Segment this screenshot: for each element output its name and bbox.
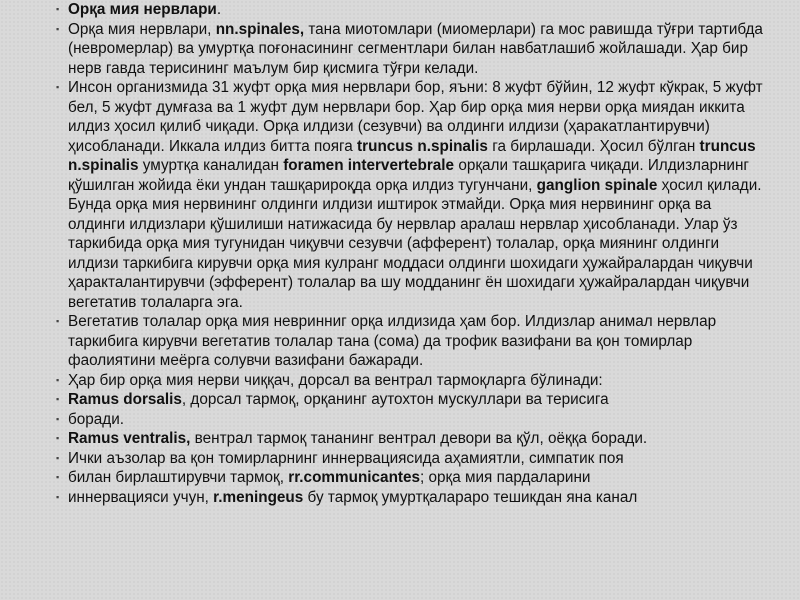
bullet-icon: ▪ [56, 491, 60, 502]
bold-term: nn.spinales, [215, 20, 305, 38]
bullet-text [68, 79, 763, 311]
bullet-item-ramus-ventralis [0, 429, 800, 449]
text-segment: боради. [68, 410, 125, 428]
bullet-icon: ▪ [56, 413, 60, 424]
bullet-icon: ▪ [56, 316, 60, 326]
text-segment: га бирлашади. Ҳосил бўлган [487, 137, 700, 155]
bullet-item-ramus-dorsalis [0, 390, 800, 410]
bullet-text [68, 21, 763, 77]
bold-term: r.meningeus [213, 488, 304, 506]
bold-term: Орқа мия нервлари [68, 1, 217, 18]
bullet-icon: ▪ [56, 4, 60, 14]
bullet-text [68, 1, 221, 18]
bold-term: truncus n.spinalis [357, 137, 488, 155]
bullet-icon: ▪ [56, 23, 60, 34]
bullet-item-communicantes [0, 468, 800, 488]
text-segment: Ҳар бир орқа мия нерви чиққач, дорсал ва вентрал тармоқларга бўлинади: [68, 371, 603, 389]
text-segment: ҳосил қилади. Бунда орқа мия нервининг олдинги илдизи иштирок этмайди. Орқа мия нервининг орқа ва олдинги илдизлари қўшилиши натижасида бу нервлар аралаш нервлар ҳисобланади. Улар ўз таркибида орқа мия тугунидан чиқувчи сезувчи (афферент) толалар, орқа миянинг олдинги илдизи таркибига кирувчи орқа мия кулранг моддаси олдинги шохидаги ҳужайралардан чиқувчи ҳаракталантирувчи (эфферент) толалар ва шу модданинг ён шохидаги ҳужайралардан чиқувчи вегетатив толаларга эга. [68, 176, 762, 311]
bullet-icon: ▪ [56, 82, 60, 92]
text-segment: Ички аъзолар ва қон томирларнинг иннервациясида аҳамиятли, симпатик поя [68, 449, 624, 467]
bullet-text [68, 411, 124, 428]
bullet-item-vegetative [0, 312, 800, 371]
text-segment: вентрал тармоқ тананинг вентрал девори ва қўл, оёққа боради. [190, 430, 648, 447]
text-segment: билан бирлаштирувчи тармоқ, [68, 469, 289, 486]
text-segment: . [216, 1, 222, 18]
bullet-text [68, 450, 624, 467]
text-segment: тана миотомлари (миомерлари) га мос равишда тўғри тартибда (невромерлар) ва умуртқа поғонасининг сегментлари билан навбатлашиб жойлашади. Ҳар бир нерв гавда терисининг маълум бир қисмига тўғри келади. [68, 20, 763, 77]
bullet-text [68, 489, 637, 506]
bold-term: Ramus dorsalis [68, 391, 182, 408]
text-segment: орқали ташқарига чиқади. Илдизларнинг қўшилган жойида ёки ундан ташқарироқда орқа илдиз тугунчани, [68, 157, 750, 194]
bullet-icon: ▪ [56, 374, 60, 385]
text-segment: умуртқа каналидан [138, 157, 284, 174]
bullet-item-dorsalis-cont [0, 410, 800, 430]
text-segment: Орқа мия нервлари, [68, 20, 216, 38]
bullet-item-internal-organs [0, 449, 800, 469]
bullet-item-intro [0, 20, 800, 79]
bullet-icon: ▪ [56, 472, 60, 482]
bullet-icon: ▪ [56, 452, 60, 463]
bullet-icon: ▪ [56, 433, 60, 443]
text-segment: иннервацияси учун, [68, 488, 214, 506]
text-segment: Вегетатив толалар орқа мия невринниг орқа илдизида ҳам бор. Илдизлар анимал нервлар таркибига кирувчи вегетатив толалар тана (сома) да трофик вазифани ва қон томирлар фаолиятини меёрга солувчи вазифани бажаради. [68, 313, 717, 369]
bold-term: Ramus ventralis, [68, 430, 191, 447]
bullet-item-roots [0, 78, 800, 312]
bullet-item-title [0, 0, 800, 20]
bold-term: foramen intervertebrale [283, 157, 455, 174]
text-segment: , дорсал тармоқ, орқанинг аутохтон мускуллари ва терисига [181, 391, 609, 408]
bullet-text [68, 430, 647, 447]
bullet-text [68, 469, 590, 486]
bullet-text [68, 372, 603, 389]
bullet-text [68, 313, 716, 369]
bold-term: rr.communicantes [288, 469, 421, 486]
bold-term: truncus n.spinalis [68, 137, 756, 174]
bullet-text [68, 391, 609, 408]
bullet-item-meningeus [0, 488, 800, 508]
bullet-item-branches [0, 371, 800, 391]
text-segment: ; орқа мия пардаларини [420, 469, 591, 486]
bold-term: ganglion spinale [536, 176, 658, 194]
text-segment: Инсон организмида 31 жуфт орқа мия нервлари бор, яъни: 8 жуфт бўйин, 12 жуфт кўкрак, 5 жуфт бел, 5 жуфт думғаза ва 1 жуфт дум нервлари бор. Ҳар бир орқа мия нерви орқа миядан иккита илдиз ҳосил қилиб чиқади. Орқа илдизи (сезувчи) ва олдинги илдизи (ҳаракатлантирувчи) ҳисобланади. Иккала илдиз битта пояга [68, 79, 763, 155]
bullet-icon: ▪ [56, 394, 60, 404]
text-segment: бу тармоқ умуртқалараро тешикдан яна канал [303, 488, 638, 506]
